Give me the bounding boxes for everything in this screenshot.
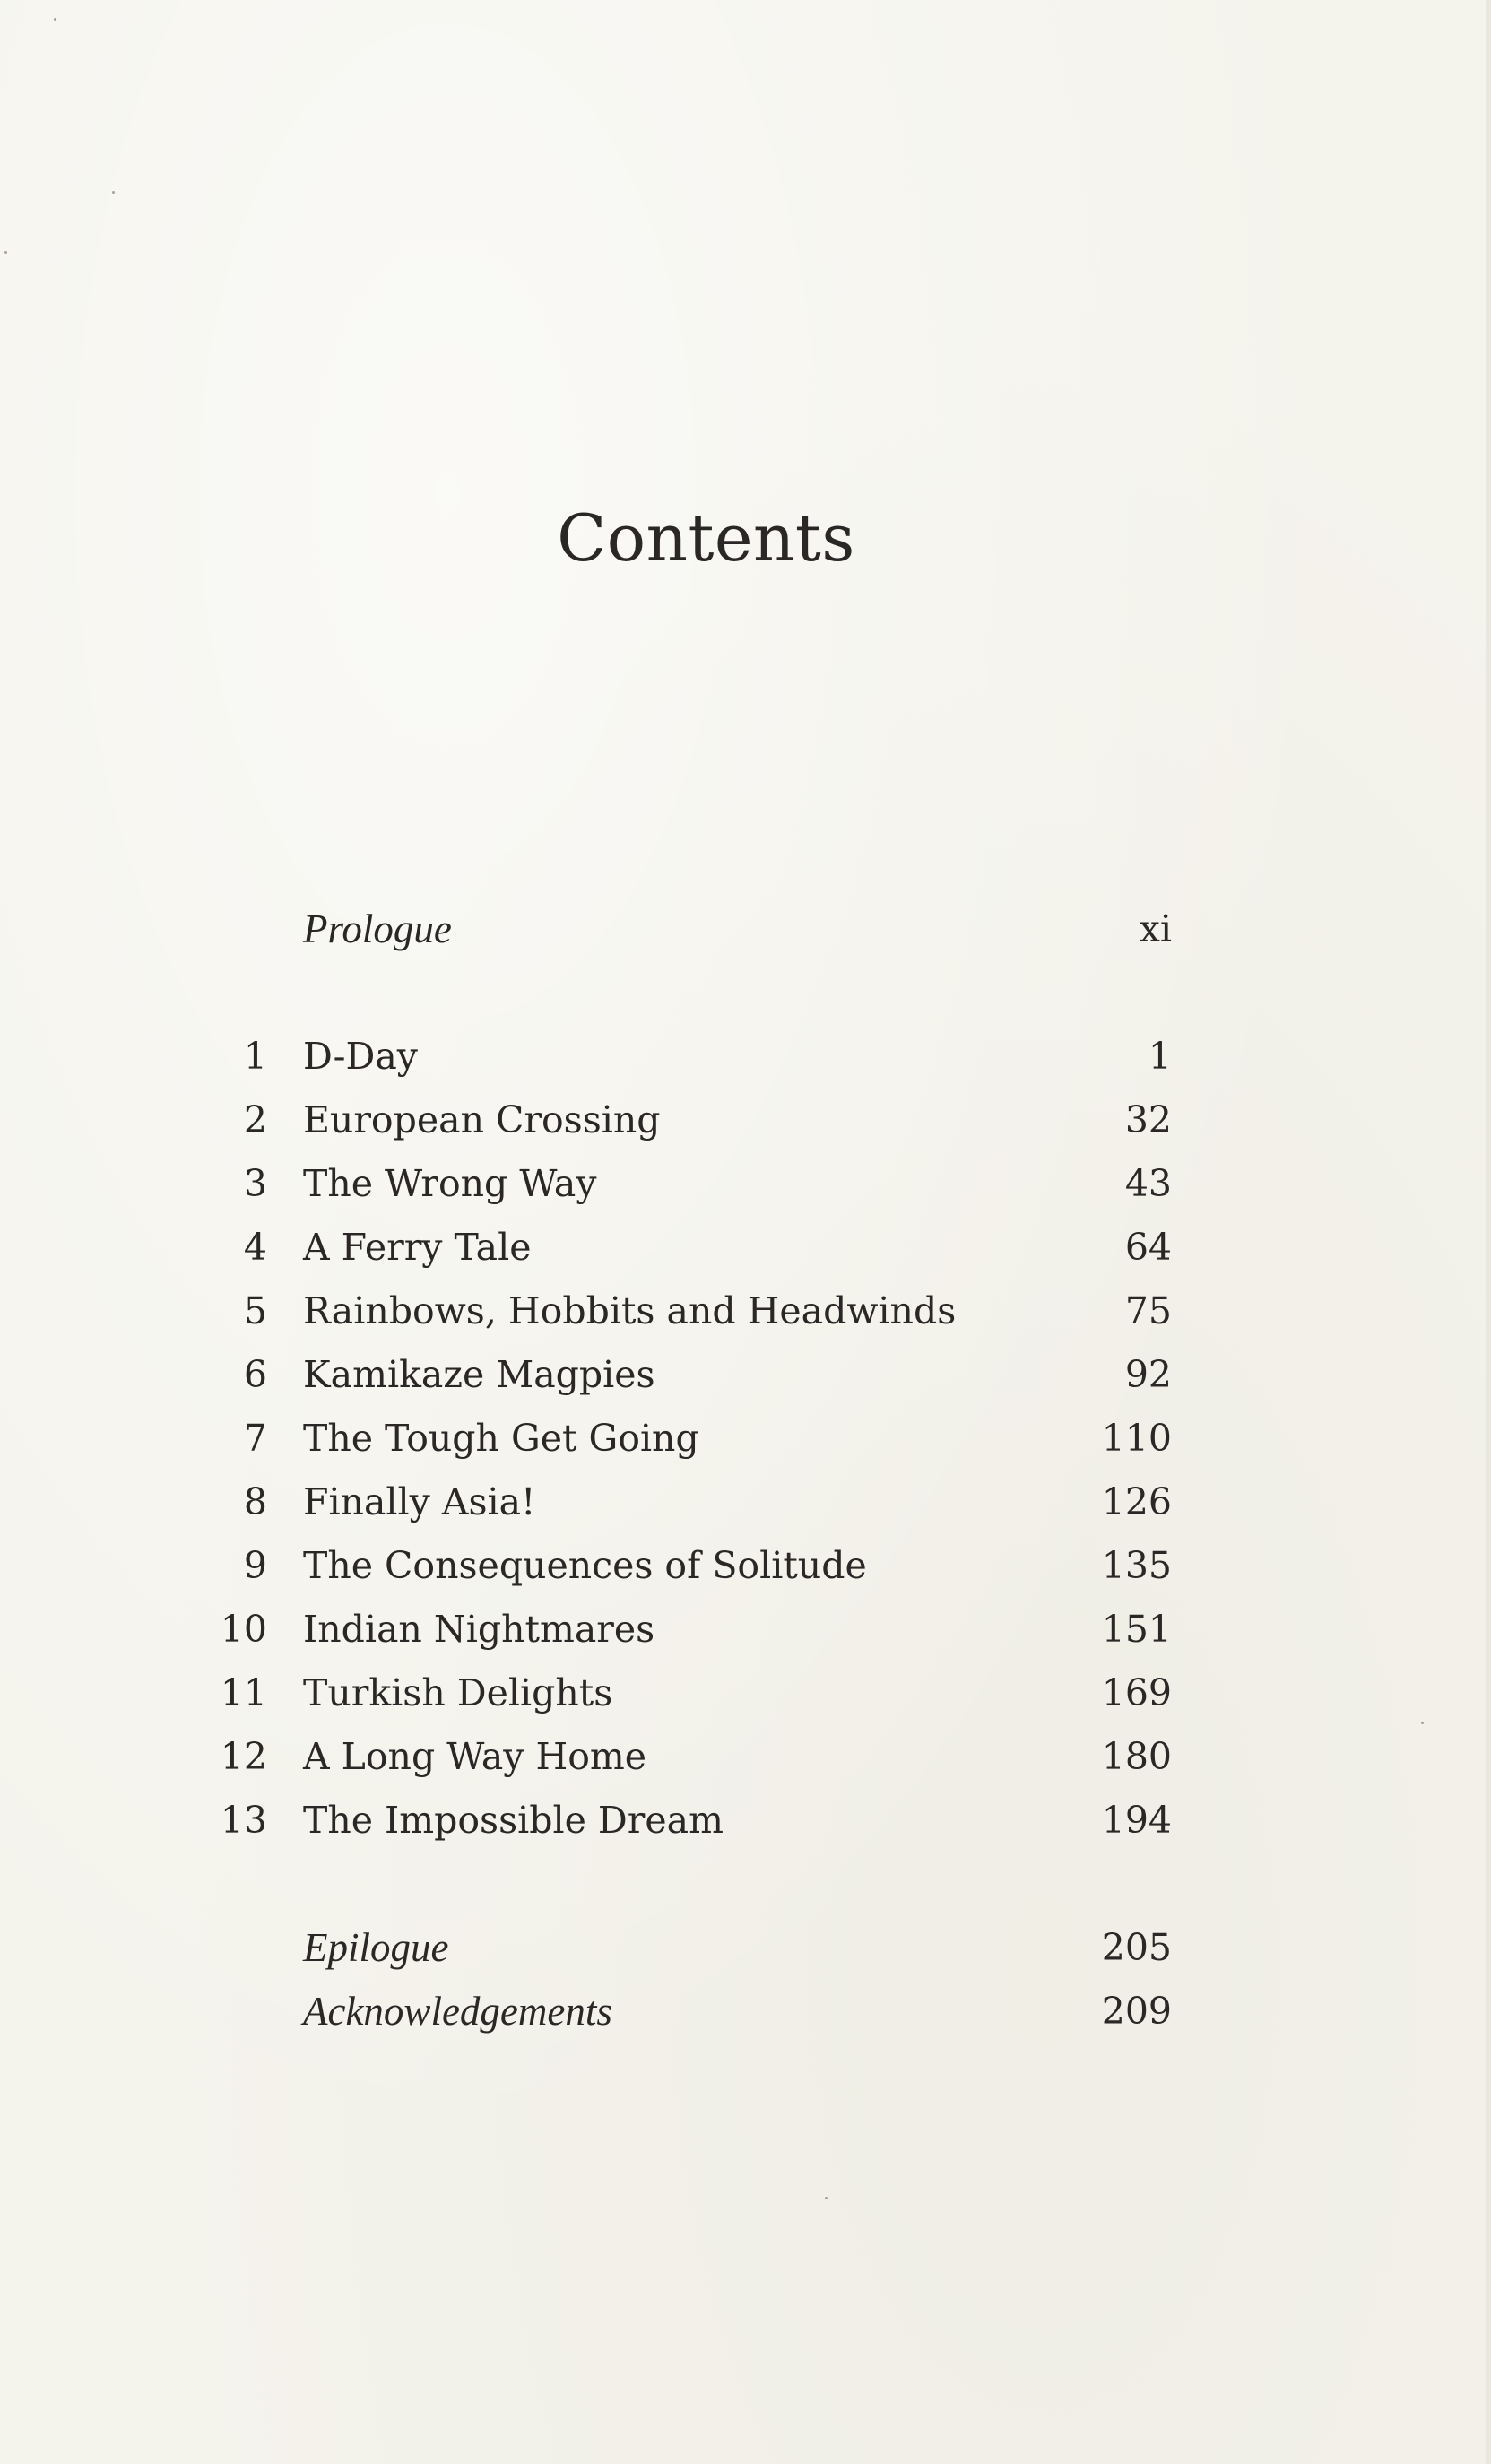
chapter-number: 11 — [220, 1671, 267, 1714]
toc-entry-title: European Crossing — [303, 1098, 661, 1141]
toc-entry-title: The Wrong Way — [303, 1162, 597, 1205]
toc-entry-title: The Consequences of Solitude — [303, 1544, 867, 1587]
toc-entry-chapter — [0, 1475, 1491, 1529]
chapter-number: 5 — [243, 1289, 267, 1332]
toc-entry-page: 64 — [1124, 1226, 1172, 1269]
toc-entry-page: 43 — [1124, 1162, 1172, 1205]
toc-entry-epilogue — [0, 1921, 1491, 1974]
chapter-number: 3 — [243, 1162, 267, 1205]
toc-entry-page: 151 — [1101, 1608, 1172, 1651]
chapter-number: 2 — [243, 1098, 267, 1141]
toc-entry-title: A Long Way Home — [303, 1735, 647, 1778]
toc-entry-page: 126 — [1101, 1480, 1172, 1523]
toc-entry-page: 205 — [1101, 1926, 1172, 1969]
chapter-number: 4 — [243, 1226, 267, 1269]
chapter-number: 1 — [243, 1035, 267, 1078]
toc-entry-chapter — [0, 1157, 1491, 1210]
toc-entry-title: Epilogue — [303, 1925, 449, 1970]
toc-entry-chapter — [0, 1602, 1491, 1656]
toc-entry-chapter — [0, 1539, 1491, 1592]
toc-entry-title: Turkish Delights — [303, 1671, 613, 1714]
paper-speck — [4, 251, 7, 254]
toc-entry-title: The Tough Get Going — [303, 1417, 699, 1460]
page-title: Contents — [557, 500, 855, 576]
toc-entry-page: 209 — [1101, 1990, 1172, 2033]
paper-speck — [1421, 1722, 1424, 1724]
toc-entry-title: The Impossible Dream — [303, 1799, 724, 1842]
toc-entry-chapter — [0, 1284, 1491, 1338]
toc-entry-title: A Ferry Tale — [303, 1226, 532, 1269]
toc-entry-page: 92 — [1124, 1353, 1172, 1396]
toc-entry-chapter — [0, 1029, 1491, 1083]
toc-entry-page: 75 — [1124, 1289, 1172, 1332]
toc-entry-chapter — [0, 1348, 1491, 1401]
toc-entry-title: Kamikaze Magpies — [303, 1353, 655, 1396]
toc-entry-page: 135 — [1101, 1544, 1172, 1587]
toc-entry-title: D-Day — [303, 1035, 418, 1078]
chapter-number: 9 — [243, 1544, 267, 1587]
toc-entry-page: 1 — [1148, 1035, 1172, 1078]
paper-speck — [825, 2197, 828, 2199]
chapter-number: 6 — [243, 1353, 267, 1396]
chapter-number: 8 — [243, 1480, 267, 1523]
toc-entry-chapter — [0, 1730, 1491, 1783]
toc-entry-acknowledgements — [0, 1984, 1491, 2038]
toc-entry-title: Rainbows, Hobbits and Headwinds — [303, 1289, 957, 1332]
toc-entry-page: 169 — [1101, 1671, 1172, 1714]
toc-entry-title: Finally Asia! — [303, 1480, 536, 1523]
toc-entry-title: Acknowledgements — [303, 1989, 612, 2034]
paper-speck — [54, 18, 56, 21]
toc-entry-chapter — [0, 1793, 1491, 1847]
toc-entry-page: 194 — [1101, 1799, 1172, 1842]
paper-speck — [112, 191, 115, 194]
toc-entry-page: 32 — [1124, 1098, 1172, 1141]
toc-entry-chapter — [0, 1411, 1491, 1465]
chapter-number: 13 — [220, 1799, 267, 1842]
chapter-number: 10 — [220, 1608, 267, 1651]
chapter-number: 12 — [220, 1735, 267, 1778]
toc-entry-chapter — [0, 1666, 1491, 1720]
toc-entry-title: Prologue — [303, 907, 452, 951]
toc-entry-page: 110 — [1101, 1417, 1172, 1460]
toc-entry-chapter — [0, 1093, 1491, 1147]
toc-entry-page: xi — [1139, 907, 1172, 950]
toc-entry-title: Indian Nightmares — [303, 1608, 655, 1651]
toc-entry-page: 180 — [1101, 1735, 1172, 1778]
chapter-number: 7 — [243, 1417, 267, 1460]
toc-entry-chapter — [0, 1220, 1491, 1274]
toc-entry-prologue — [0, 902, 1491, 956]
